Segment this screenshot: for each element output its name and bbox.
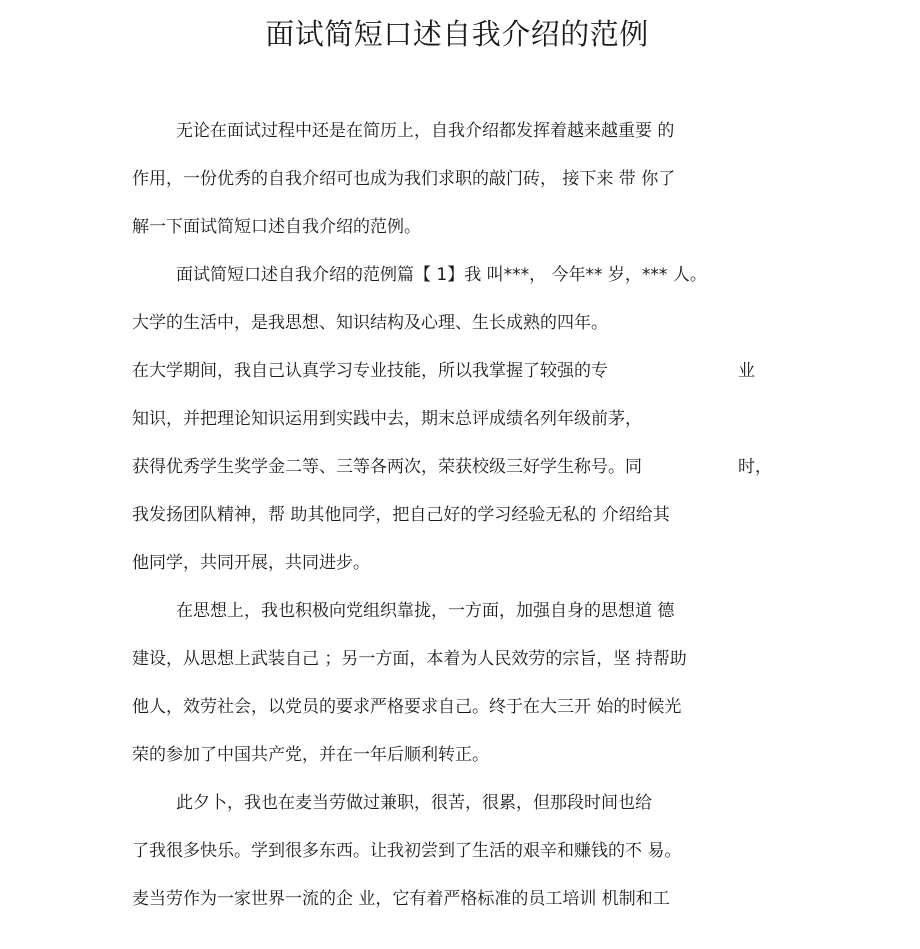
- paragraph-line: 在思想上，我也积极向党组织靠拢，一方面，加强自身的思想道 德: [176, 601, 675, 621]
- paragraph-line: 麦当劳作为一家世界一流的企 业，它有着严格标准的员工培训 机制和工: [132, 889, 670, 909]
- paragraph-line: 大学的生活中，是我思想、知识结构及心理、生长成熟的四年。: [132, 313, 608, 333]
- paragraph-line: 此夕卜，我也在麦当劳做过兼职，很苦，很累，但那段时间也给: [176, 793, 652, 813]
- document-title: 面试简短口述自我介绍的范例: [265, 17, 649, 51]
- paragraph-line: 荣的参加了中国共产党，并在一年后顺利转正。: [132, 745, 489, 765]
- paragraph-line: 建设，从思想上武装自己 ；另一方面，本着为人民效劳的宗旨，坚 持帮助: [132, 649, 687, 669]
- paragraph-line: 知识，并把理论知识运用到实践中去，期末总评成绩名列年级前茅，: [132, 409, 642, 429]
- paragraph-line: 我发扬团队精神，帮 助其他同学，把自己好的学习经验无私的 介绍给其: [132, 505, 670, 525]
- paragraph-line-tail: 业: [738, 361, 755, 381]
- paragraph-line: 他同学，共同开展，共同进步。: [132, 553, 370, 573]
- paragraph-line: 作用，一份优秀的自我介绍可也成为我们求职的敲门砖， 接下来 带 你了: [132, 169, 676, 189]
- paragraph-line-tail: 时，: [738, 457, 772, 477]
- paragraph-line: 在大学期间，我自己认真学习专业技能，所以我掌握了较强的专: [132, 361, 608, 381]
- paragraph-line: 获得优秀学生奖学金二等、三等各两次，荣获校级三好学生称号。同: [132, 457, 642, 477]
- paragraph-line: 无论在面试过程中还是在简历上，自我介绍都发挥着越来越重要 的: [176, 121, 675, 141]
- paragraph-line: 他人，效劳社会，以党员的要求严格要求自己。终于在大三开 始的时候光: [132, 697, 682, 717]
- paragraph-line: 了我很多快乐。学到很多东西。让我初尝到了生活的艰辛和赚钱的不 易。: [132, 841, 682, 861]
- paragraph-line: 解一下面试简短口述自我介绍的范例。: [132, 217, 421, 237]
- paragraph-line: 面试简短口述自我介绍的范例篇【 1】我 叫***， 今年** 岁，*** 人。: [176, 265, 707, 285]
